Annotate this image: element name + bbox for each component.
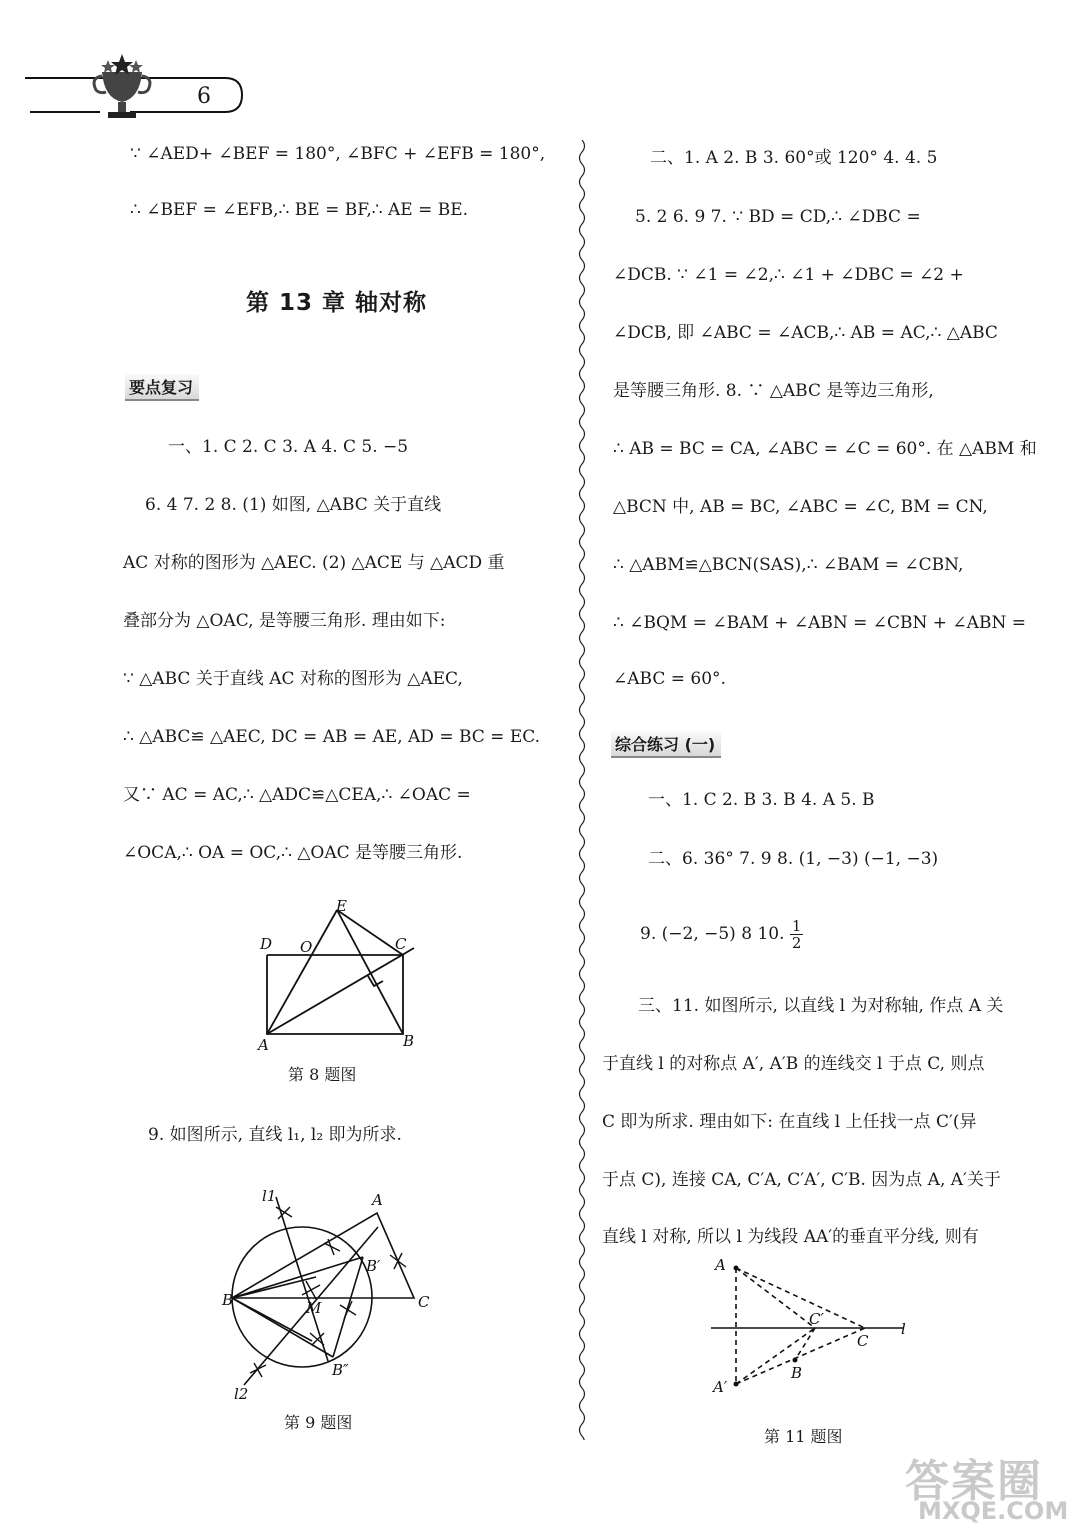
figure-11: [705, 1250, 925, 1400]
fig9-label-b-double-prime: B″: [332, 1361, 349, 1379]
fig11-caption: 第 11 题图: [764, 1427, 843, 1446]
page-number: 6: [197, 84, 211, 109]
right-line-9: ∴ ∠BQM = ∠BAM + ∠ABN = ∠CBN + ∠ABN =: [613, 613, 1026, 633]
right-line-2: 5. 2 6. 9 7. ∵ BD = CD,∴ ∠DBC =: [635, 207, 921, 227]
answer-line-6: ∴ △ABC≌ △AEC, DC = AB = AE, AD = BC = EC.: [123, 727, 541, 747]
q9-text: 9. 如图所示, 直线 l₁, l₂ 即为所求.: [148, 1125, 402, 1145]
fig11-label-l: l: [901, 1320, 906, 1338]
watermark-logo: 答案圈: [905, 1456, 1043, 1507]
fig11-label-b: B: [791, 1364, 803, 1382]
fig9-caption: 第 9 题图: [284, 1413, 353, 1432]
fig11-label-a: A: [715, 1256, 726, 1274]
trophy-icon: [94, 54, 150, 118]
fig8-caption: 第 8 题图: [288, 1065, 357, 1084]
section-review-tag: 要点复习: [125, 374, 199, 401]
proof-line-1: ∵ ∠AED+ ∠BEF = 180°, ∠BFC + ∠EFB = 180°,: [130, 144, 546, 164]
right-line-5: 是等腰三角形. 8. ∵ △ABC 是等边三角形,: [613, 381, 934, 401]
right-line-3: ∠DCB. ∵ ∠1 = ∠2,∴ ∠1 + ∠DBC = ∠2 +: [613, 265, 964, 285]
practice-line-3-text: 9. (−2, −5) 8 10.: [640, 924, 785, 944]
answer-line-8: ∠OCA,∴ OA = OC,∴ △OAC 是等腰三角形.: [123, 843, 463, 863]
q11-line-4: 于点 C), 连接 CA, C′A, C′A′, C′B. 因为点 A, A′关于: [602, 1170, 1001, 1190]
right-line-1: 二、1. A 2. B 3. 60°或 120° 4. 4. 5: [650, 148, 938, 168]
fig9-label-l1: l1: [262, 1187, 277, 1205]
fig11-label-a-prime: A′: [713, 1378, 728, 1396]
fig11-label-c-prime: C′: [809, 1310, 824, 1328]
fig8-label-c: C: [395, 935, 407, 953]
practice-line-3: [640, 918, 803, 951]
answer-line-5: ∵ △ABC 关于直线 AC 对称的图形为 △AEC,: [123, 669, 463, 689]
fig9-label-a: A: [372, 1191, 383, 1209]
fraction-numerator: 1: [791, 917, 802, 935]
right-line-6: ∴ AB = BC = CA, ∠ABC = ∠C = 60°. 在 △ABM 和: [613, 439, 1037, 459]
section-practice-tag: 综合练习 (一): [611, 731, 721, 758]
answer-line-7: 又∵ AC = AC,∴ △ADC≌△CEA,∴ ∠OAC =: [123, 785, 471, 805]
fig9-label-m: M: [306, 1299, 322, 1317]
practice-line-2: 二、6. 36° 7. 9 8. (1, −3) (−1, −3): [648, 849, 939, 869]
proof-line-2: ∴ ∠BEF = ∠EFB,∴ BE = BF,∴ AE = BE.: [130, 200, 469, 220]
fig8-label-d: D: [260, 935, 273, 953]
q11-line-1: 三、11. 如图所示, 以直线 l 为对称轴, 作点 A 关: [638, 996, 1004, 1016]
fig9-label-l2: l2: [234, 1385, 249, 1403]
right-line-7: △BCN 中, AB = BC, ∠ABC = ∠C, BM = CN,: [613, 497, 988, 517]
figure-9: [220, 1185, 440, 1405]
right-line-10: ∠ABC = 60°.: [613, 669, 726, 689]
answer-line-2: 6. 4 7. 2 8. (1) 如图, △ABC 关于直线: [145, 495, 442, 515]
fig8-label-b: B: [403, 1032, 415, 1050]
figure-8: [250, 898, 430, 1058]
watermark-url: MXQE.COM: [918, 1497, 1069, 1525]
trophy-header-graphic: [20, 50, 250, 130]
fig8-label-o: O: [300, 938, 313, 956]
q11-line-2: 于直线 l 的对称点 A′, A′B 的连线交 l 于点 C, 则点: [602, 1054, 985, 1074]
answer-line-1: 一、1. C 2. C 3. A 4. C 5. −5: [168, 437, 409, 457]
fig11-label-c: C: [857, 1332, 869, 1350]
fig9-label-b-prime: B′: [366, 1257, 381, 1275]
fraction-denominator: 2: [791, 934, 802, 952]
right-line-8: ∴ △ABM≌△BCN(SAS),∴ ∠BAM = ∠CBN,: [613, 555, 964, 575]
right-line-4: ∠DCB, 即 ∠ABC = ∠ACB,∴ AB = AC,∴ △ABC: [613, 323, 998, 343]
fig8-label-a: A: [258, 1036, 269, 1054]
q11-line-3: C 即为所求. 理由如下: 在直线 l 上任找一点 C′(异: [602, 1112, 977, 1132]
answer-line-3: AC 对称的图形为 △AEC. (2) △ACE 与 △ACD 重: [123, 553, 505, 573]
answer-line-4: 叠部分为 △OAC, 是等腰三角形. 理由如下:: [123, 611, 446, 631]
column-divider: [572, 140, 592, 1440]
q11-line-5: 直线 l 对称, 所以 l 为线段 AA′的垂直平分线, 则有: [602, 1227, 979, 1247]
chapter-title: 第 13 章 轴对称: [246, 290, 428, 316]
fig8-label-e: E: [336, 898, 347, 915]
fig9-label-b: B: [222, 1291, 234, 1309]
fraction-one-half: [790, 918, 804, 951]
fig9-label-c: C: [418, 1293, 430, 1311]
practice-line-1: 一、1. C 2. B 3. B 4. A 5. B: [648, 790, 875, 810]
